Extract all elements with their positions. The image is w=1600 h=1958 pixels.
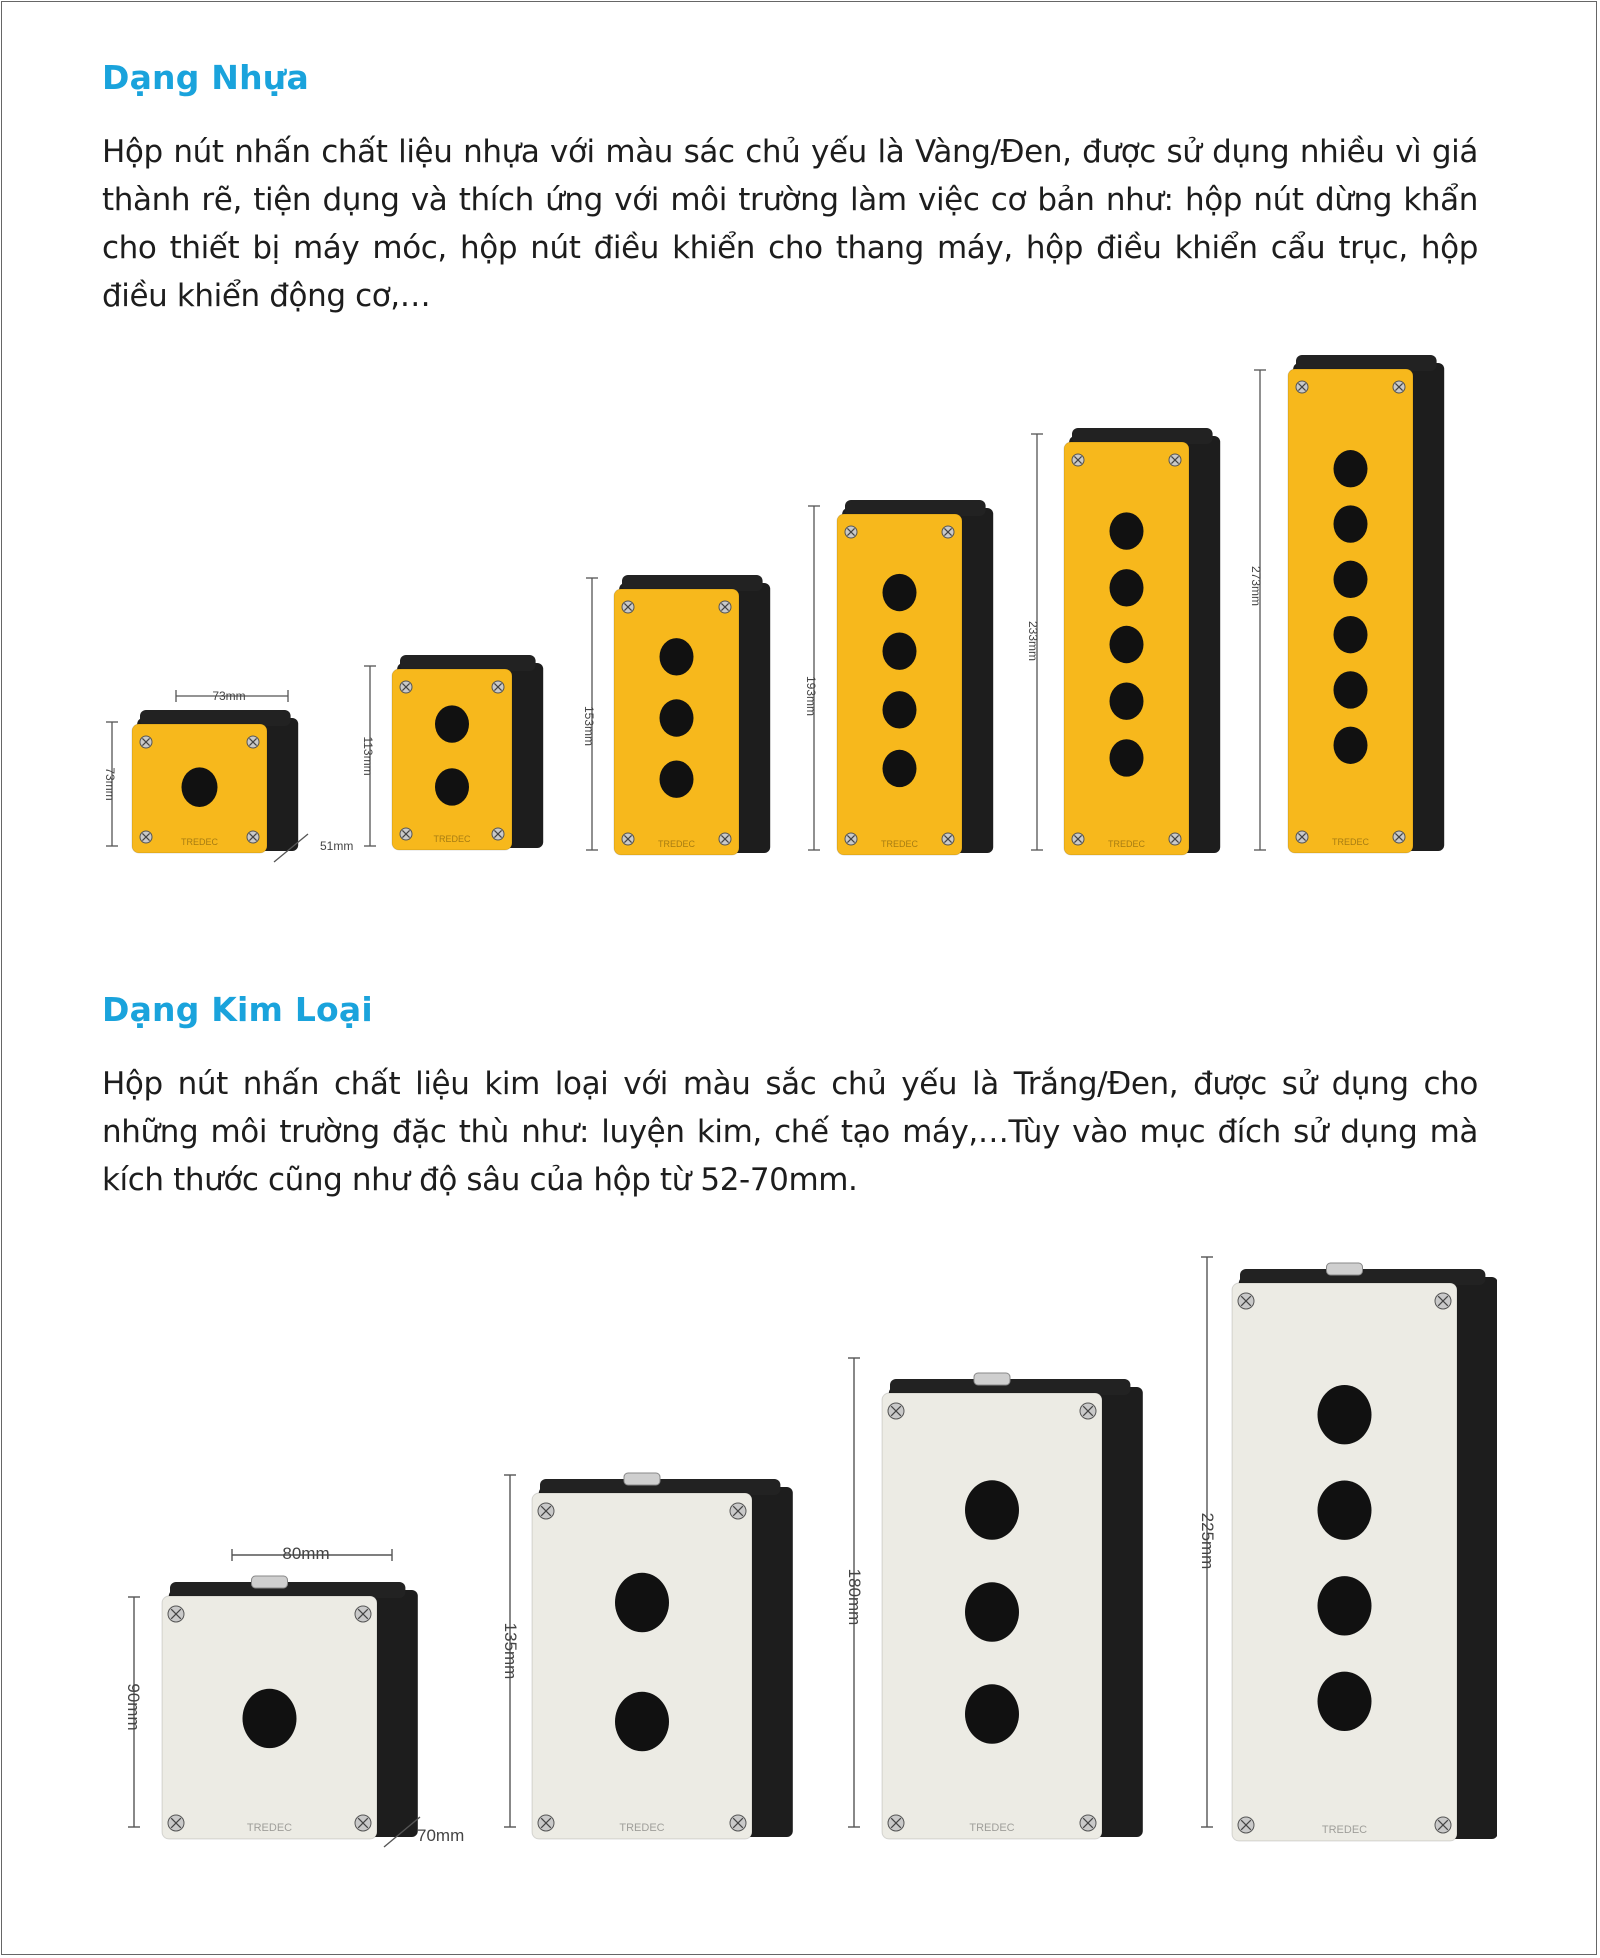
- metal-box-2: [532, 1473, 793, 1839]
- button-hole: [1110, 739, 1144, 776]
- button-hole: [615, 1573, 669, 1632]
- button-hole: [1318, 1672, 1372, 1731]
- button-hole: [1318, 1481, 1372, 1540]
- brand-mark: TREDEC: [1331, 837, 1370, 847]
- brand-mark: TREDEC: [1107, 839, 1146, 849]
- plastic-description: Hộp nút nhấn chất liệu nhựa với màu sác chủ yếu là Vàng/Đen, được sử dụng nhiều vì giá thành rẽ, tiện dụng và thích ứng với môi trường làm việc cơ bản như: hộp nút dừng khẩn cho thiết bị máy móc, hộp nút điều khiển cho thang máy, hộp điều khiển cẩu trục, hộp điều khiển động cơ,…: [102, 134, 1478, 314]
- metal-description: Hộp nút nhấn chất liệu kim loại với màu sắc chủ yếu là Trắng/Đen, được sử dụng cho những môi trường đặc thù như: luyện kim, chế tạo máy,…Tùy vào mục đích sử dụng mà kích thước cũng như độ sâu của hộp từ 52-70mm.: [102, 1066, 1478, 1198]
- plastic-height-label-5: 233mm: [1026, 620, 1040, 662]
- plastic-height-label-2: 113mm: [361, 736, 375, 776]
- metal-width-label: 80mm: [282, 1544, 330, 1563]
- brand-mark: TREDEC: [246, 1822, 293, 1834]
- button-hole: [1318, 1385, 1372, 1444]
- plastic-box-figure: [102, 338, 1497, 888]
- plastic-box-3: [614, 575, 770, 855]
- section-heading-metal: Dạng Kim Loại: [102, 990, 373, 1029]
- button-hole: [1334, 505, 1368, 542]
- metal-height-label-3: 180mm: [845, 1568, 864, 1626]
- box-front: [837, 514, 962, 855]
- metal-box-4: [1232, 1263, 1497, 1841]
- button-hole: [883, 632, 917, 669]
- button-hole: [615, 1692, 669, 1751]
- brand-mark: TREDEC: [180, 837, 219, 847]
- button-hole: [243, 1689, 297, 1748]
- button-hole: [660, 699, 694, 736]
- plastic-box-4: [837, 500, 993, 855]
- plastic-box-5: [1064, 428, 1220, 855]
- plastic-height-label-1: 73mm: [103, 767, 117, 801]
- box-front: [1288, 369, 1413, 853]
- button-hole: [883, 750, 917, 787]
- button-hole: [965, 1480, 1019, 1539]
- button-hole: [182, 767, 218, 807]
- brand-mark: TREDEC: [657, 839, 696, 849]
- box-front: [532, 1493, 752, 1839]
- plastic-width-label: 73mm: [212, 689, 246, 703]
- metal-height-label-1: 90mm: [124, 1683, 143, 1731]
- metal-box-1: [162, 1576, 418, 1839]
- button-hole: [435, 705, 469, 742]
- section-heading-plastic: Dạng Nhựa: [102, 58, 309, 97]
- brand-mark: TREDEC: [880, 839, 919, 849]
- button-hole: [1334, 450, 1368, 487]
- plastic-height-label-6: 273mm: [1249, 565, 1263, 607]
- plastic-depth-label: 51mm: [320, 839, 354, 853]
- plastic-height-label-3: 153mm: [582, 705, 596, 747]
- brand-mark: TREDEC: [1321, 1824, 1368, 1836]
- brand-mark: TREDEC: [969, 1822, 1015, 1834]
- box-front: [392, 669, 512, 850]
- button-hole: [883, 691, 917, 728]
- button-hole: [1110, 512, 1144, 549]
- metal-height-label-4: 225mm: [1198, 1512, 1217, 1570]
- brand-mark: TREDEC: [619, 1822, 665, 1834]
- plastic-height-label-4: 193mm: [804, 675, 818, 717]
- brand-mark: TREDEC: [433, 834, 471, 844]
- button-hole: [660, 638, 694, 675]
- button-hole: [965, 1582, 1019, 1641]
- button-hole: [1334, 671, 1368, 708]
- button-hole: [1110, 626, 1144, 663]
- metal-box-figure: [102, 1225, 1497, 1865]
- button-hole: [435, 768, 469, 805]
- button-hole: [1110, 683, 1144, 720]
- button-hole: [1334, 561, 1368, 598]
- plastic-box-6: [1288, 355, 1444, 853]
- button-hole: [965, 1684, 1019, 1743]
- metal-height-label-2: 135mm: [501, 1622, 520, 1680]
- button-hole: [1110, 569, 1144, 606]
- plastic-box-2: [392, 655, 543, 850]
- metal-box-3: [882, 1373, 1143, 1839]
- button-hole: [1318, 1576, 1372, 1635]
- button-hole: [1334, 727, 1368, 764]
- metal-depth-label: 70mm: [417, 1826, 465, 1845]
- box-front: [1232, 1283, 1457, 1841]
- plastic-box-1: [132, 710, 298, 853]
- button-hole: [883, 574, 917, 611]
- button-hole: [1334, 616, 1368, 653]
- button-hole: [660, 761, 694, 798]
